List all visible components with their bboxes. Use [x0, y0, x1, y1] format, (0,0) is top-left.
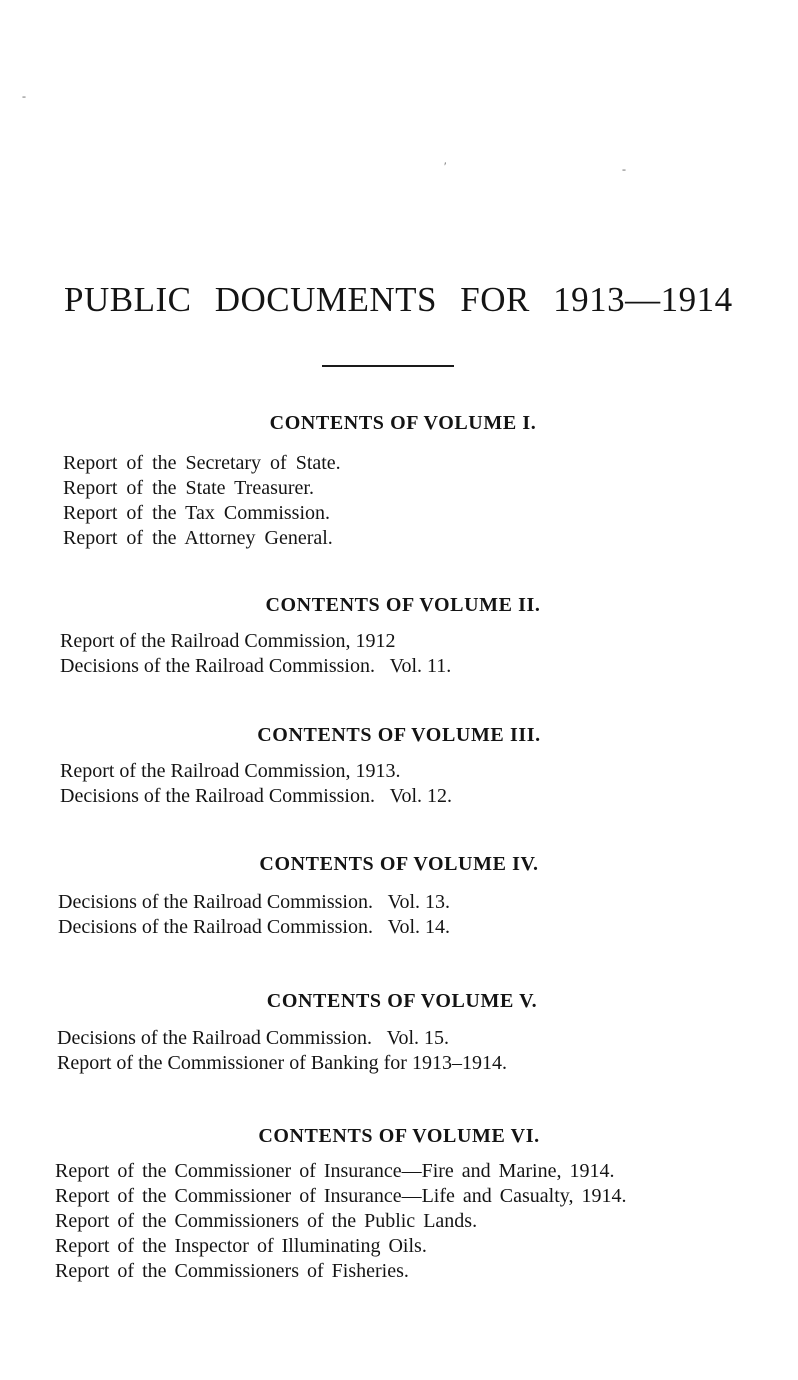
scan-mark: ′ — [444, 159, 447, 173]
list-item: Decisions of the Railroad Commission. Vol. 15. — [57, 1027, 450, 1049]
volume-1-section — [0, 410, 798, 551]
list-item: Decisions of the Railroad Commission. Vol. 14. — [58, 916, 451, 938]
list-item: Report of the Inspector of Illuminating Oils. — [55, 1235, 427, 1257]
list-item: Report of the State Treasurer. — [63, 477, 314, 499]
volume-2-section — [0, 592, 798, 679]
volume-heading: CONTENTS OF VOLUME I. — [269, 412, 537, 434]
volume-3-section — [0, 722, 798, 809]
list-item: Report of the Commissioner of Insurance—Fire and Marine, 1914. — [55, 1160, 615, 1182]
volume-heading: CONTENTS OF VOLUME III. — [257, 724, 541, 746]
list-item: Report of the Commissioners of the Public Lands. — [55, 1210, 478, 1232]
list-item: Decisions of the Railroad Commission. Vol. 11. — [60, 655, 452, 677]
list-item: Report of the Tax Commission. — [63, 502, 330, 524]
list-item: Report of the Secretary of State. — [63, 452, 341, 474]
volume-entries — [58, 890, 798, 940]
volume-entries — [55, 1159, 798, 1284]
volume-heading: CONTENTS OF VOLUME II. — [265, 594, 541, 616]
volume-4-section — [0, 851, 798, 940]
list-item: Report of the Commissioner of Insurance—Life and Casualty, 1914. — [55, 1185, 627, 1207]
list-item: Report of the Attorney General. — [63, 527, 333, 549]
volume-5-section — [0, 988, 798, 1076]
list-item: Report of the Commissioners of Fisheries. — [55, 1260, 409, 1282]
scan-mark: - — [622, 162, 626, 176]
list-item: Decisions of the Railroad Commission. Vol. 12. — [60, 785, 453, 807]
list-item: Decisions of the Railroad Commission. Vol. 13. — [58, 891, 451, 913]
list-item: Report of the Railroad Commission, 1912 — [60, 630, 396, 652]
volume-heading: CONTENTS OF VOLUME IV. — [259, 853, 539, 875]
volume-entries — [60, 759, 798, 809]
page-title: PUBLIC DOCUMENTS FOR 1913—1914 — [64, 280, 733, 319]
list-item: Report of the Railroad Commission, 1913. — [60, 760, 401, 782]
volume-entries — [63, 451, 798, 551]
title-rule — [322, 365, 454, 367]
volume-heading: CONTENTS OF VOLUME VI. — [258, 1125, 540, 1147]
list-item: Report of the Commissioner of Banking for 1913–1914. — [57, 1052, 507, 1074]
scan-mark: - — [22, 89, 26, 103]
volume-heading: CONTENTS OF VOLUME V. — [266, 990, 538, 1012]
volume-entries — [60, 629, 798, 679]
volume-6-section — [0, 1123, 798, 1284]
volume-entries — [57, 1026, 798, 1076]
